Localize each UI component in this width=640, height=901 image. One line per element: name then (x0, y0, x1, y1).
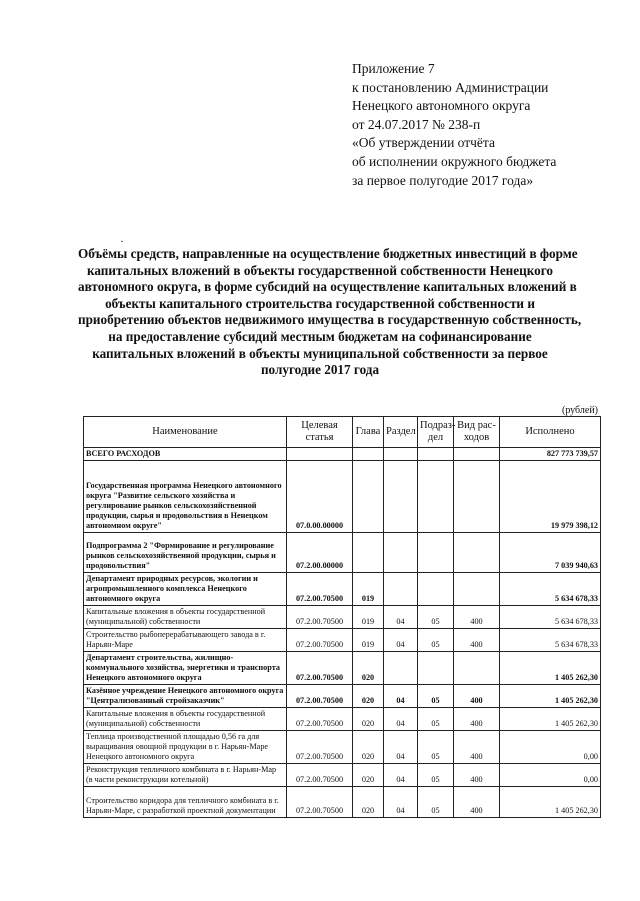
col-header-razdel: Раздел (384, 417, 418, 448)
cell-glava: 019 (353, 629, 384, 652)
col-header-glava: Глава (353, 417, 384, 448)
cell-name: Теплица производственной площадью 0,56 га для выращивания овощной продукции в г. Нарьян-Маре Ненецкого автономного округа (84, 731, 287, 764)
cell-glava: 019 (353, 606, 384, 629)
cell-vid: 400 (454, 764, 500, 787)
cell-vid (454, 448, 500, 461)
table-row (84, 731, 601, 764)
cell-glava: 020 (353, 764, 384, 787)
cell-target: 07.2.00.70500 (287, 787, 353, 818)
cell-name: Государственная программа Ненецкого автономного округа "Развитие сельского хозяйства и регулирование рынков сельскохозяйственной продукции, сырья и продовольствия в Ненецком автономном округе" (84, 461, 287, 533)
budget-table (83, 416, 601, 818)
cell-target: 07.2.00.70500 (287, 573, 353, 606)
table-row (84, 787, 601, 818)
title-line: Объёмы средств, направленные на осуществление бюджетных инвестиций в форме (78, 246, 578, 261)
cell-podrazdel: 05 (418, 787, 454, 818)
cell-razdel: 04 (384, 708, 418, 731)
cell-podrazdel: 05 (418, 685, 454, 708)
header-line: от 24.07.2017 № 238-п (352, 116, 481, 132)
document-title (78, 246, 582, 379)
col-header-name: Наименование (84, 417, 287, 448)
cell-amount: 1 405 262,30 (500, 685, 601, 708)
document-header (352, 60, 612, 190)
unit-label: (рублей) (561, 405, 598, 416)
cell-name: Капитальные вложения в объекты государственной (муниципальной) собственности (84, 606, 287, 629)
cell-razdel (384, 448, 418, 461)
table-row (84, 629, 601, 652)
cell-podrazdel (418, 573, 454, 606)
cell-name: ВСЕГО РАСХОДОВ (84, 448, 287, 461)
cell-name: Реконструкция тепличного комбината в г. Нарьян-Мар (в части реконструкции котельной) (84, 764, 287, 787)
cell-name: Капитальные вложения в объекты государственной (муниципальной) собственности (84, 708, 287, 731)
cell-vid (454, 573, 500, 606)
cell-glava: 020 (353, 731, 384, 764)
cell-vid: 400 (454, 685, 500, 708)
cell-podrazdel: 05 (418, 731, 454, 764)
cell-target: 07.2.00.70500 (287, 708, 353, 731)
cell-target: 07.2.00.70500 (287, 731, 353, 764)
cell-glava: 020 (353, 708, 384, 731)
cell-glava (353, 461, 384, 533)
cell-podrazdel (418, 533, 454, 573)
cell-target (287, 448, 353, 461)
cell-glava: 019 (353, 573, 384, 606)
cell-glava: 020 (353, 685, 384, 708)
cell-vid: 400 (454, 708, 500, 731)
table-header-row (84, 417, 601, 448)
table-row (84, 573, 601, 606)
cell-vid (454, 461, 500, 533)
col-header-vid: Вид рас-ходов (454, 417, 500, 448)
cell-amount: 5 634 678,33 (500, 606, 601, 629)
cell-name: Департамент строительства, жилищно-коммунального хозяйства, энергетики и транспорта Ненецкого автономного округа (84, 652, 287, 685)
cell-glava (353, 533, 384, 573)
cell-target: 07.2.00.70500 (287, 652, 353, 685)
cell-razdel: 04 (384, 787, 418, 818)
table-row (84, 685, 601, 708)
cell-glava (353, 448, 384, 461)
cell-glava: 020 (353, 787, 384, 818)
cell-name: Департамент природных ресурсов, экологии и агропромышленного комплекса Ненецкого автономного округа (84, 573, 287, 606)
cell-razdel: 04 (384, 629, 418, 652)
cell-razdel: 04 (384, 731, 418, 764)
cell-razdel: 04 (384, 606, 418, 629)
table-row (84, 448, 601, 461)
cell-podrazdel (418, 652, 454, 685)
cell-name: Строительство коридора для тепличного комбината в г. Нарьян-Маре, с разработкой проектной документации (84, 787, 287, 818)
cell-podrazdel: 05 (418, 606, 454, 629)
cell-amount: 5 634 678,33 (500, 629, 601, 652)
cell-razdel (384, 533, 418, 573)
cell-vid: 400 (454, 731, 500, 764)
table-row (84, 764, 601, 787)
table-row (84, 461, 601, 533)
cell-razdel: 04 (384, 764, 418, 787)
cell-target: 07.2.00.70500 (287, 606, 353, 629)
title-line: полугодие 2017 года (260, 362, 380, 378)
cell-razdel (384, 573, 418, 606)
table-row (84, 708, 601, 731)
cell-podrazdel (418, 448, 454, 461)
cell-vid: 400 (454, 787, 500, 818)
table-row (84, 533, 601, 573)
cell-target: 07.2.00.70500 (287, 685, 353, 708)
header-line: Приложение 7 (352, 61, 435, 76)
cell-razdel (384, 652, 418, 685)
cell-target: 07.2.00.70500 (287, 629, 353, 652)
title-line: на предоставление субсидий местным бюджетам на софинансирование (108, 328, 532, 344)
cell-name: Строительство рыбоперерабатывающего завода в г. Нарьян-Маре (84, 629, 287, 652)
cell-target: 07.2.00.70500 (287, 764, 353, 787)
header-line: об исполнении окружного бюджета (352, 153, 557, 169)
cell-vid: 400 (454, 606, 500, 629)
cell-podrazdel: 05 (418, 764, 454, 787)
header-line: «Об утверждении отчёта (352, 135, 495, 151)
cell-amount: 5 634 678,33 (500, 573, 601, 606)
header-line: к постановлению Администрации (352, 79, 549, 95)
cell-target: 07.2.00.00000 (287, 533, 353, 573)
cell-podrazdel: 05 (418, 708, 454, 731)
cell-amount: 19 979 398,12 (500, 461, 601, 533)
cell-name: Казённое учреждение Ненецкого автономного округа "Централизованный стройзаказчик" (84, 685, 287, 708)
col-header-podrazdel: Подраз-дел (418, 417, 454, 448)
title-line: капитальных вложений в объекты государственной собственности Ненецкого (86, 262, 554, 278)
table-row (84, 652, 601, 685)
cell-name: Подпрограмма 2 "Формирование и регулирование рынков сельскохозяйственной продукции, сырья и продовольствия" (84, 533, 287, 573)
header-line: Ненецкого автономного округа (352, 98, 531, 114)
cell-amount: 0,00 (500, 764, 601, 787)
cell-amount: 1 405 262,30 (500, 787, 601, 818)
cell-vid (454, 533, 500, 573)
cell-amount: 1 405 262,30 (500, 652, 601, 685)
cell-amount: 7 039 940,63 (500, 533, 601, 573)
stray-dot: · (120, 234, 124, 248)
title-line: объекты капитального строительства государственной собственности и (105, 295, 535, 311)
cell-amount: 0,00 (500, 731, 601, 764)
table-row (84, 606, 601, 629)
title-line: капитальных вложений в объекты муниципальной собственности за первое (92, 345, 548, 361)
header-line: за первое полугодие 2017 года» (352, 172, 534, 188)
cell-glava: 020 (353, 652, 384, 685)
cell-razdel: 04 (384, 685, 418, 708)
col-header-target: Целевая статья (287, 417, 353, 448)
title-line: приобретению объектов недвижимого имущества в государственную собственность, (78, 312, 582, 328)
cell-vid (454, 652, 500, 685)
cell-amount: 827 773 739,57 (500, 448, 601, 461)
col-header-ispolneno: Исполнено (500, 417, 601, 448)
cell-razdel (384, 461, 418, 533)
cell-amount: 1 405 262,30 (500, 708, 601, 731)
cell-podrazdel (418, 461, 454, 533)
title-line: автономного округа, в форме субсидий на осуществление капитальных вложений в (78, 279, 577, 295)
cell-podrazdel: 05 (418, 629, 454, 652)
cell-target: 07.0.00.00000 (287, 461, 353, 533)
cell-vid: 400 (454, 629, 500, 652)
